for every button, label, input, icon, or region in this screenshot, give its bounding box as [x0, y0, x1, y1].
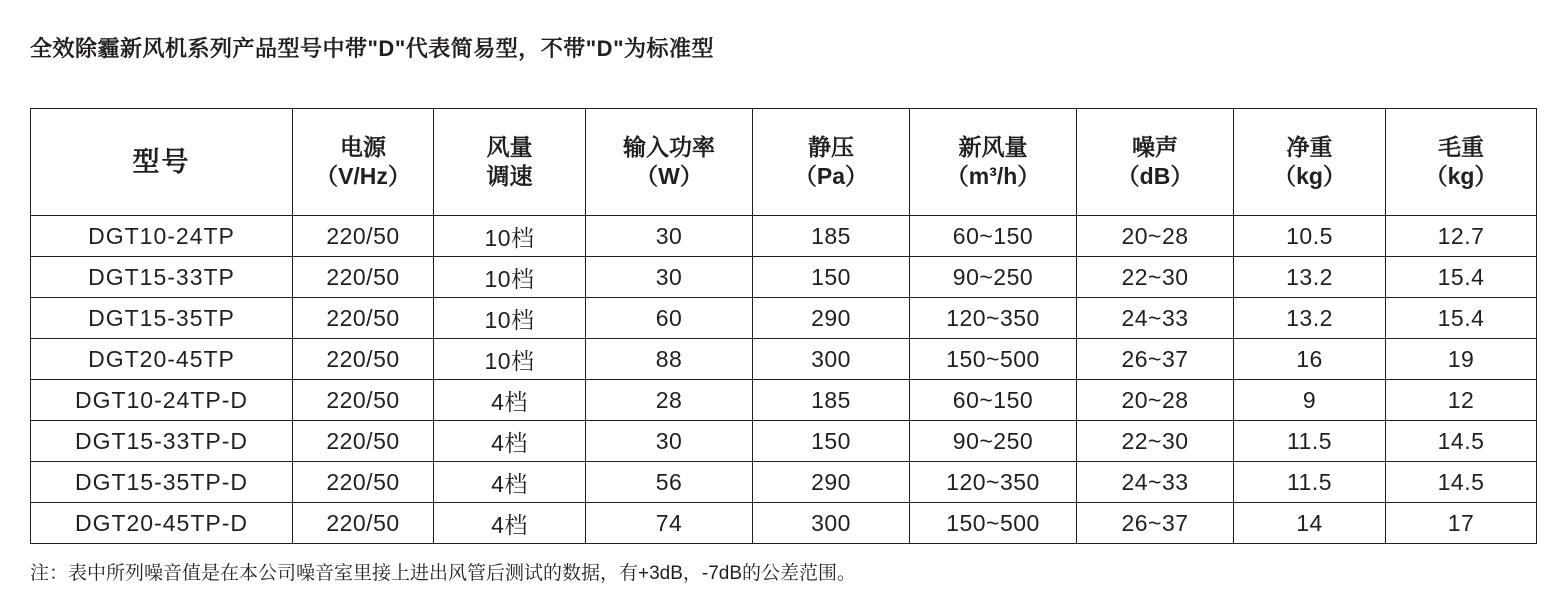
cell-static-pressure: 290: [753, 298, 910, 339]
cell-noise: 26~37: [1077, 503, 1234, 544]
cell-static-pressure: 185: [753, 216, 910, 257]
cell-model: DGT10-24TP: [31, 216, 293, 257]
cell-model: DGT15-33TP: [31, 257, 293, 298]
cell-input-power: 30: [586, 257, 753, 298]
cell-input-power: 56: [586, 462, 753, 503]
cell-static-pressure: 300: [753, 339, 910, 380]
column-header-gross-weight-label: 毛重: [1438, 133, 1484, 160]
cell-input-power: 28: [586, 380, 753, 421]
cell-airflow-speed: 10档: [434, 257, 586, 298]
cell-net-weight: 10.5: [1234, 216, 1386, 257]
column-header-noise-unit: （dB）: [1116, 163, 1194, 189]
cell-fresh-air-volume: 60~150: [910, 216, 1077, 257]
cell-fresh-air-volume: 120~350: [910, 462, 1077, 503]
column-header-model: [31, 109, 293, 216]
column-header-gross-weight-unit: （kg）: [1424, 163, 1498, 189]
cell-airflow-speed: 4档: [434, 421, 586, 462]
cell-fresh-air-volume: 150~500: [910, 503, 1077, 544]
cell-net-weight: 11.5: [1234, 421, 1386, 462]
cell-gross-weight: 17: [1386, 503, 1537, 544]
column-header-noise-label: 噪声: [1132, 133, 1178, 160]
table-body: [31, 216, 1537, 544]
cell-airflow-speed: 10档: [434, 339, 586, 380]
table-header: [31, 109, 1537, 216]
cell-gross-weight: 15.4: [1386, 257, 1537, 298]
cell-input-power: 74: [586, 503, 753, 544]
cell-noise: 20~28: [1077, 380, 1234, 421]
table-row: [31, 462, 1537, 503]
cell-gross-weight: 12.7: [1386, 216, 1537, 257]
cell-fresh-air-volume: 90~250: [910, 421, 1077, 462]
cell-fresh-air-volume: 150~500: [910, 339, 1077, 380]
column-header-static-pressure-unit: （Pa）: [793, 163, 869, 189]
column-header-airflow-speed-unit: 调速: [486, 163, 533, 189]
column-header-net-weight: [1234, 109, 1386, 216]
column-header-gross-weight: [1386, 109, 1537, 216]
table-row: [31, 339, 1537, 380]
cell-net-weight: 9: [1234, 380, 1386, 421]
cell-net-weight: 13.2: [1234, 257, 1386, 298]
cell-model: DGT15-33TP-D: [31, 421, 293, 462]
cell-airflow-speed: 10档: [434, 298, 586, 339]
cell-input-power: 30: [586, 216, 753, 257]
column-header-net-weight-label: 净重: [1286, 133, 1333, 160]
column-header-input-power: [586, 109, 753, 216]
cell-net-weight: 14: [1234, 503, 1386, 544]
specification-table: [30, 108, 1537, 544]
table-row: [31, 298, 1537, 339]
cell-power-supply: 220/50: [293, 503, 434, 544]
cell-model: DGT20-45TP: [31, 339, 293, 380]
cell-net-weight: 13.2: [1234, 298, 1386, 339]
cell-noise: 22~30: [1077, 257, 1234, 298]
cell-net-weight: 11.5: [1234, 462, 1386, 503]
cell-power-supply: 220/50: [293, 257, 434, 298]
cell-airflow-speed: 4档: [434, 380, 586, 421]
cell-net-weight: 16: [1234, 339, 1386, 380]
cell-fresh-air-volume: 90~250: [910, 257, 1077, 298]
cell-noise: 24~33: [1077, 298, 1234, 339]
cell-model: DGT20-45TP-D: [31, 503, 293, 544]
cell-gross-weight: 14.5: [1386, 421, 1537, 462]
column-header-static-pressure: [753, 109, 910, 216]
cell-power-supply: 220/50: [293, 462, 434, 503]
table-row: [31, 503, 1537, 544]
column-header-airflow-speed: [434, 109, 586, 216]
cell-static-pressure: 185: [753, 380, 910, 421]
cell-gross-weight: 19: [1386, 339, 1537, 380]
column-header-input-power-unit: （W）: [635, 163, 703, 189]
cell-input-power: 88: [586, 339, 753, 380]
cell-static-pressure: 300: [753, 503, 910, 544]
table-footnote: 注：表中所列噪音值是在本公司噪音室里接上进出风管后测试的数据，有+3dB，-7dB的公差范围。: [30, 563, 857, 584]
page-title: 全效除霾新风机系列产品型号中带"D"代表简易型，不带"D"为标准型: [30, 36, 715, 61]
cell-model: DGT15-35TP-D: [31, 462, 293, 503]
column-header-airflow-speed-label: 风量: [486, 133, 533, 160]
spec-table-container: [30, 108, 1536, 544]
header-row: [31, 109, 1537, 216]
cell-power-supply: 220/50: [293, 421, 434, 462]
cell-noise: 22~30: [1077, 421, 1234, 462]
cell-fresh-air-volume: 60~150: [910, 380, 1077, 421]
cell-static-pressure: 150: [753, 257, 910, 298]
cell-power-supply: 220/50: [293, 339, 434, 380]
column-header-fresh-air-volume-label: 新风量: [958, 133, 1028, 160]
cell-input-power: 30: [586, 421, 753, 462]
cell-power-supply: 220/50: [293, 298, 434, 339]
table-row: [31, 216, 1537, 257]
column-header-power-supply-label: 电源: [340, 133, 386, 160]
cell-model: DGT10-24TP-D: [31, 380, 293, 421]
column-header-fresh-air-volume: [910, 109, 1077, 216]
cell-airflow-speed: 4档: [434, 503, 586, 544]
column-header-net-weight-unit: （kg）: [1273, 163, 1346, 189]
cell-power-supply: 220/50: [293, 380, 434, 421]
cell-power-supply: 220/50: [293, 216, 434, 257]
cell-model: DGT15-35TP: [31, 298, 293, 339]
cell-static-pressure: 150: [753, 421, 910, 462]
cell-noise: 24~33: [1077, 462, 1234, 503]
column-header-model-label: 型号: [132, 146, 191, 177]
table-row: [31, 257, 1537, 298]
cell-input-power: 60: [586, 298, 753, 339]
cell-airflow-speed: 10档: [434, 216, 586, 257]
column-header-power-supply: [293, 109, 434, 216]
cell-gross-weight: 15.4: [1386, 298, 1537, 339]
cell-airflow-speed: 4档: [434, 462, 586, 503]
cell-gross-weight: 12: [1386, 380, 1537, 421]
column-header-input-power-label: 输入功率: [623, 133, 715, 160]
cell-gross-weight: 14.5: [1386, 462, 1537, 503]
cell-noise: 20~28: [1077, 216, 1234, 257]
cell-static-pressure: 290: [753, 462, 910, 503]
column-header-noise: [1077, 109, 1234, 216]
cell-fresh-air-volume: 120~350: [910, 298, 1077, 339]
cell-noise: 26~37: [1077, 339, 1234, 380]
table-row: [31, 421, 1537, 462]
table-row: [31, 380, 1537, 421]
column-header-power-supply-unit: （V/Hz）: [315, 163, 411, 189]
column-header-fresh-air-volume-unit: （m³/h）: [945, 163, 1041, 189]
column-header-static-pressure-label: 静压: [808, 133, 854, 160]
